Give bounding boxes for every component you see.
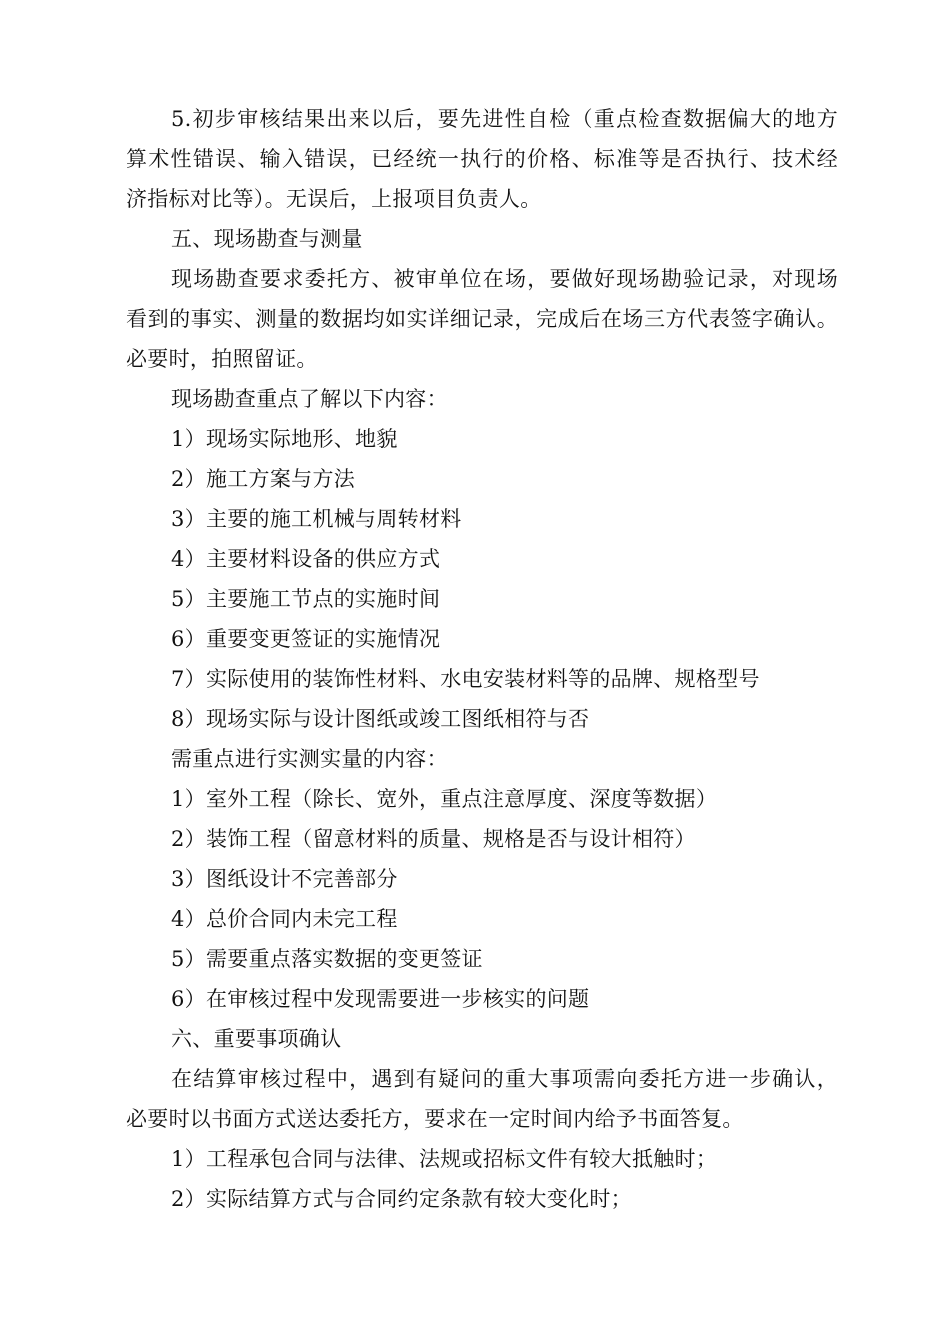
paragraph-line: 需重点进行实测实量的内容： (171, 747, 448, 771)
list-item: 1）工程承包合同与法律、法规或招标文件有较大抵触时； (171, 1147, 718, 1171)
list-item: 2）施工方案与方法 (171, 467, 356, 491)
paragraph-line: 看到的事实、测量的数据均如实详细记录，完成后在场三方代表签字确认。 (126, 307, 838, 331)
list-item: 1）现场实际地形、地貌 (171, 427, 398, 451)
list-item: 4）总价合同内未完工程 (171, 907, 398, 931)
paragraph-line: 济指标对比等）。无误后，上报项目负责人。 (126, 187, 542, 211)
list-item: 3）主要的施工机械与周转材料 (171, 507, 462, 531)
list-item: 2）装饰工程（留意材料的质量、规格是否与设计相符） (171, 827, 696, 851)
list-item: 7）实际使用的装饰性材料、水电安装材料等的品牌、规格型号 (171, 667, 760, 691)
paragraph-line: 算术性错误、输入错误，已经统一执行的价格、标准等是否执行、技术经 (126, 147, 838, 171)
list-item: 5）主要施工节点的实施时间 (171, 587, 441, 611)
paragraph-line: 必要时，拍照留证。 (126, 347, 318, 371)
list-item: 4）主要材料设备的供应方式 (171, 547, 441, 571)
list-item: 2）实际结算方式与合同约定条款有较大变化时； (171, 1187, 632, 1211)
list-item: 6）在审核过程中发现需要进一步核实的问题 (171, 987, 590, 1011)
paragraph-line: 5.初步审核结果出来以后，要先进性自检（重点检查数据偏大的地方 (171, 107, 838, 131)
list-item: 6）重要变更签证的实施情况 (171, 627, 441, 651)
paragraph-line: 必要时以书面方式送达委托方，要求在一定时间内给予书面答复。 (126, 1107, 744, 1131)
section-heading: 五、现场勘查与测量 (171, 227, 363, 251)
list-item: 5）需要重点落实数据的变更签证 (171, 947, 483, 971)
paragraph-line: 在结算审核过程中，遇到有疑问的重大事项需向委托方进一步确认， (171, 1067, 838, 1091)
document-page (126, 0, 838, 1344)
paragraph-line: 现场勘查要求委托方、被审单位在场，要做好现场勘验记录，对现场 (171, 267, 838, 291)
list-item: 8）现场实际与设计图纸或竣工图纸相符与否 (171, 707, 590, 731)
list-item: 3）图纸设计不完善部分 (171, 867, 398, 891)
list-item: 1）室外工程（除长、宽外，重点注意厚度、深度等数据） (171, 787, 718, 811)
paragraph-line: 现场勘查重点了解以下内容： (171, 387, 448, 411)
section-heading: 六、重要事项确认 (171, 1027, 342, 1051)
